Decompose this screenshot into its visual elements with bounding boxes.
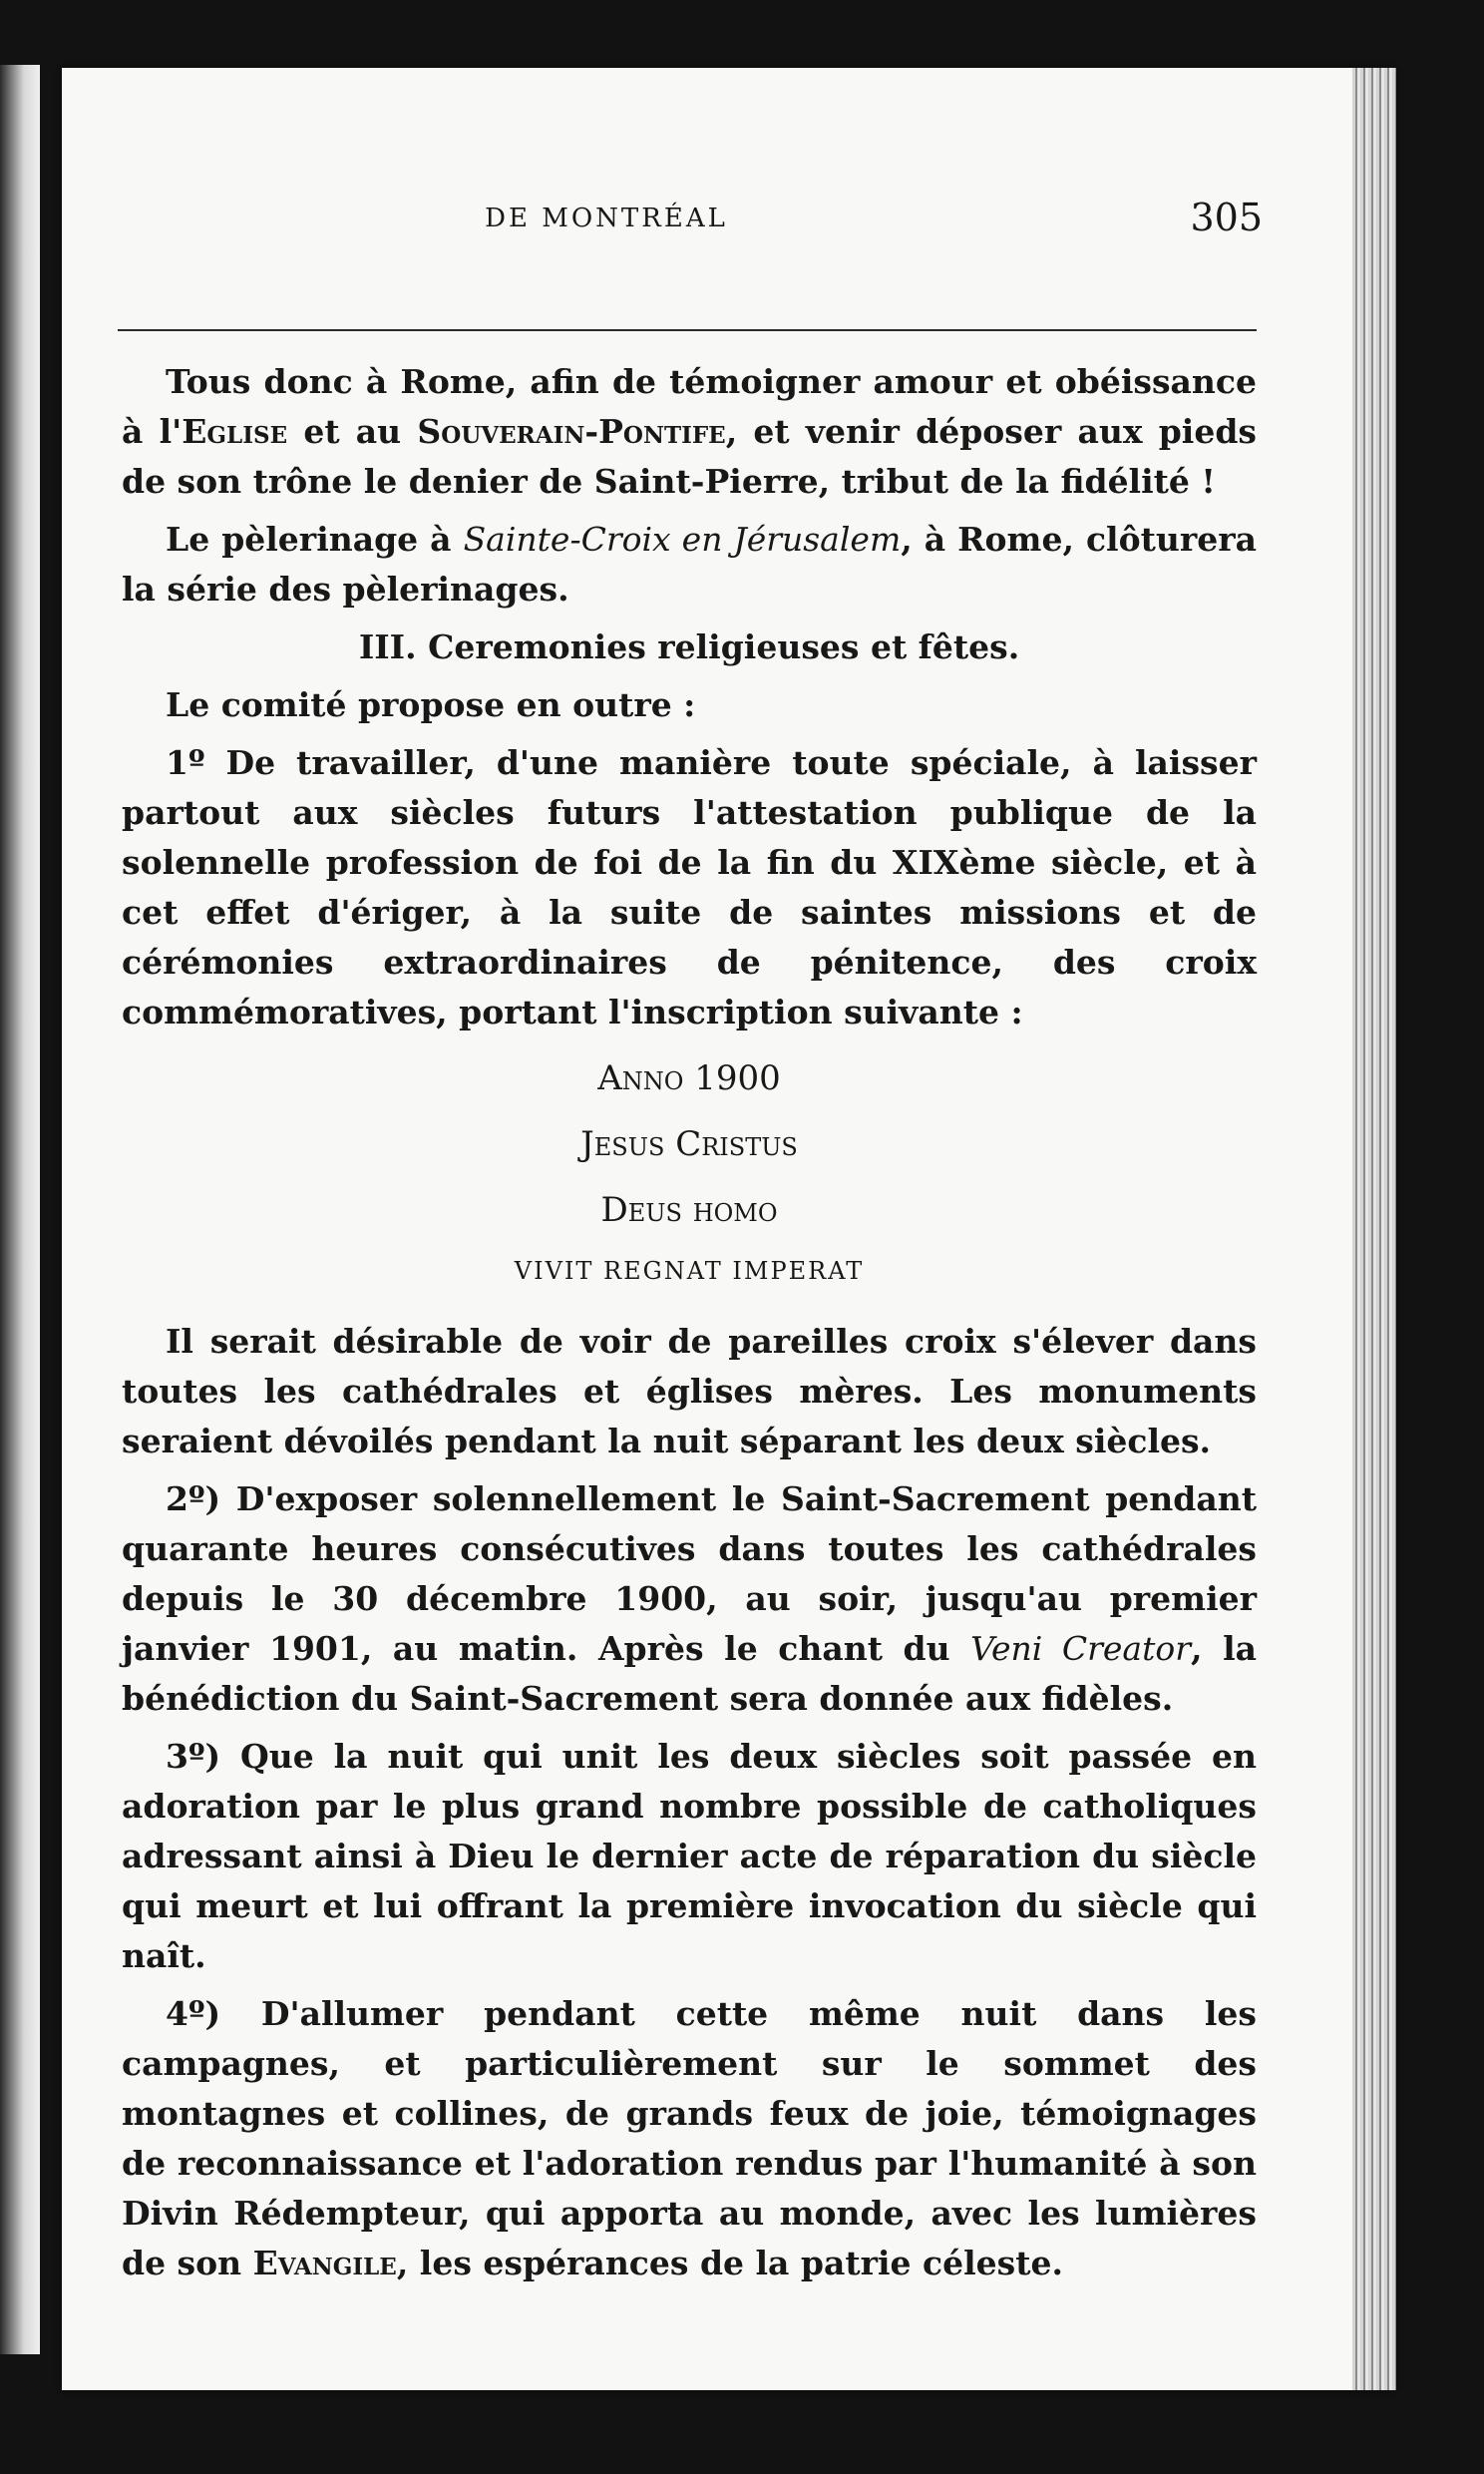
paragraph-item-1: 1º De travailler, d'une manière toute spéciale, à laisser partout aux siècles futurs l'attestation publique de la solennelle profession de foi de la fin du XIXème siècle, et à cet effet d'ériger, à la suite de saintes missions et de cérémonies extraordinaires de pénitence, des croix commémoratives, portant l'inscription suivante : xyxy=(122,743,1257,1031)
header-rule xyxy=(118,329,1257,331)
paragraph-item-3: 3º) Que la nuit qui unit les deux siècles soit passée en adoration par le plus grand nombre possible de catholiques adressant ainsi à Dieu le dernier acte de réparation du siècle qui meurt et lui offrant la première invocation du siècle qui naît. xyxy=(122,1737,1257,1975)
text-run-evangile: Evangile xyxy=(252,2244,397,2282)
page-number: 305 xyxy=(1190,196,1263,239)
text-run-eglise: Eglise xyxy=(182,412,288,451)
inscription-line-4: VIVIT REGNAT IMPERAT xyxy=(514,1257,865,1285)
text-run: , la bénédiction du Saint-Sacrement sera donnée aux fidèles. xyxy=(122,1629,1257,1718)
text-run: , à Rome, clôturera la série des pèlerinages. xyxy=(122,520,1257,609)
text-run: , et venir déposer aux pieds de son trône le denier de Saint-Pierre, tribut de la fidélité ! xyxy=(122,412,1257,501)
section-heading: III. Ceremonies religieuses et fêtes. xyxy=(358,627,1020,666)
inscription-line-1: Anno 1900 xyxy=(597,1058,781,1098)
text-run: 4º) D'allumer pendant cette même nuit dans les campagnes, et particulièrement sur le sommet des montagnes et collines, de grands feux de joie, témoignages de reconnaissance et l'adoration rendus par l'humanité à son Divin Rédempteur, qui apporta au monde, avec les lumières de son xyxy=(122,1994,1257,2282)
body-text xyxy=(122,357,1257,2296)
inscription-line-3: Deus homo xyxy=(600,1190,778,1230)
cross-inscription xyxy=(122,1045,1257,1299)
text-run: 2º) D'exposer solennellement le Saint-Sacrement pendant quarante heures consécutives dans toutes les cathédrales depuis le 30 décembre 1900, au soir, jusqu'au premier janvier 1901, au matin. Après le chant du xyxy=(122,1479,1257,1668)
text-run: Tous donc à Rome, afin de témoigner amour et obéissance à l' xyxy=(122,362,1257,451)
paragraph-item-2 xyxy=(122,1474,1257,1724)
text-run-pontife: Souverain-Pontife xyxy=(417,412,726,451)
page-stack-edges xyxy=(1352,68,1396,2390)
text-run: Le pèlerinage à xyxy=(166,520,464,559)
inscription-line-2: Jesus Cristus xyxy=(580,1124,798,1164)
running-head xyxy=(98,196,1263,255)
running-title: DE MONTRÉAL xyxy=(485,204,728,233)
paragraph-item-4 xyxy=(122,1989,1257,2288)
text-run: et au xyxy=(287,412,418,451)
paragraph-comite: Le comité propose en outre : xyxy=(166,685,696,724)
paragraph-rome xyxy=(122,357,1257,507)
book-page xyxy=(62,68,1396,2390)
text-run: , les espérances de la patrie céleste. xyxy=(396,2244,1063,2282)
paragraph-pelerinage xyxy=(122,515,1257,615)
facing-page-edge xyxy=(0,65,40,2354)
text-run-italic: Veni Creator xyxy=(970,1629,1192,1668)
text-run-italic: Sainte-Croix en Jérusalem xyxy=(463,520,902,559)
paragraph-croix: Il serait désirable de voir de pareilles croix s'élever dans toutes les cathédrales et églises mères. Les monuments seraient dévoilés pendant la nuit séparant les deux siècles. xyxy=(122,1322,1257,1460)
